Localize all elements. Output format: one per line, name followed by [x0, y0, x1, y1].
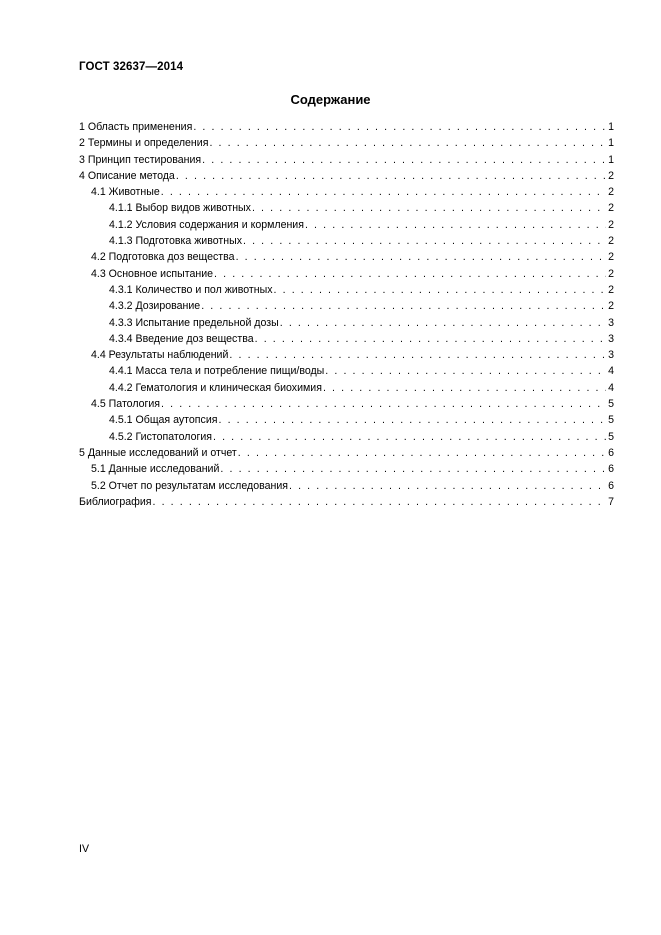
toc-entry-label: 4.4 Результаты наблюдений	[91, 349, 229, 362]
toc-entry-page: 5	[608, 414, 614, 427]
toc-entry[interactable]	[79, 282, 614, 298]
dot-leader	[161, 184, 606, 200]
dot-leader	[274, 282, 607, 298]
toc-entry-label: 5 Данные исследований и отчет	[79, 446, 237, 459]
toc-entry-label: 4.2 Подготовка доз вещества	[91, 251, 235, 264]
toc-entry-page: 2	[608, 169, 614, 182]
toc-entry[interactable]	[79, 217, 614, 233]
toc-entry[interactable]	[79, 249, 614, 265]
dot-leader	[325, 363, 606, 379]
toc-entry-page: 1	[608, 137, 614, 150]
toc-entry-page: 2	[608, 267, 614, 280]
toc-entry-page: 1	[608, 153, 614, 166]
toc-entry[interactable]	[79, 298, 614, 314]
toc-entry-page: 3	[608, 316, 614, 329]
toc-entry-label: 4.3.1 Количество и пол животных	[109, 283, 273, 296]
toc-entry-label: 4.4.1 Масса тела и потребление пищи/воды	[109, 365, 325, 378]
toc-entry-label: 1 Область применения	[79, 121, 193, 133]
toc-entry[interactable]	[79, 119, 614, 135]
toc-entry-label: 4.3.2 Дозирование	[109, 300, 201, 313]
toc-entry-label: 4.1.3 Подготовка животных	[109, 235, 242, 248]
toc-entry-page: 6	[608, 446, 614, 459]
toc-entry-label: 4.3 Основное испытание	[91, 267, 214, 280]
toc-entry[interactable]	[79, 331, 614, 347]
toc-entry-label: 4.1 Животные	[91, 186, 160, 199]
toc-entry[interactable]	[79, 363, 614, 379]
toc-entry[interactable]	[79, 135, 614, 151]
toc-entry[interactable]	[79, 380, 614, 396]
toc-entry[interactable]	[79, 168, 614, 184]
page-number: IV	[79, 843, 90, 855]
toc-entry-page: 3	[608, 332, 614, 345]
toc-entry[interactable]	[79, 152, 614, 168]
dot-leader	[202, 152, 606, 168]
dot-leader	[193, 119, 606, 135]
toc-entry-page: 2	[608, 202, 614, 215]
toc-entry-label: Библиография	[79, 495, 152, 508]
toc-entry[interactable]	[79, 412, 614, 428]
toc-entry-label: 4.4.2 Гематология и клиническая биохимия	[109, 381, 322, 394]
toc-entry[interactable]	[79, 233, 614, 249]
toc-entry-label: 4.5.1 Общая аутопсия	[109, 414, 218, 427]
toc-entry[interactable]	[79, 445, 614, 461]
toc-entry-label: 4.3.4 Введение доз вещества	[109, 332, 254, 345]
toc-entry-page: 4	[608, 381, 614, 394]
toc-entry[interactable]	[79, 429, 614, 445]
dot-leader	[289, 478, 606, 494]
dot-leader	[152, 494, 606, 510]
toc-entry[interactable]	[79, 315, 614, 331]
toc-entry[interactable]	[79, 184, 614, 200]
dot-leader	[220, 461, 606, 477]
dot-leader	[236, 249, 607, 265]
toc-entry-page: 5	[608, 430, 614, 443]
dot-leader	[218, 412, 606, 428]
toc-entry-page: 2	[608, 283, 614, 296]
toc-entry-page: 5	[608, 398, 614, 411]
toc-entry[interactable]	[79, 494, 614, 510]
table-of-contents	[79, 119, 614, 510]
dot-leader	[176, 168, 606, 184]
toc-entry-page: 4	[608, 365, 614, 378]
toc-entry-label: 4.1.1 Выбор видов животных	[109, 202, 251, 215]
toc-entry-label: 4.1.2 Условия содержания и кормления	[109, 218, 304, 231]
toc-entry-page: 2	[608, 300, 614, 313]
dot-leader	[305, 217, 606, 233]
toc-entry-label: 2 Термины и определения	[79, 137, 209, 150]
toc-entry-label: 4.3.3 Испытание предельной дозы	[109, 316, 279, 329]
toc-entry[interactable]	[79, 266, 614, 282]
toc-entry[interactable]	[79, 347, 614, 363]
toc-entry-page: 3	[608, 349, 614, 362]
dot-leader	[280, 315, 606, 331]
toc-entry-page: 2	[608, 251, 614, 264]
dot-leader	[161, 396, 606, 412]
toc-entry-label: 4 Описание метода	[79, 169, 175, 182]
toc-title: Содержание	[290, 92, 371, 107]
toc-entry-label: 5.1 Данные исследований	[91, 463, 220, 476]
toc-entry-label: 4.5 Патология	[91, 398, 161, 411]
standard-code: ГОСТ 32637—2014	[79, 61, 184, 73]
toc-entry-page: 1	[608, 121, 614, 133]
toc-entry-label: 4.5.2 Гистопатология	[109, 430, 212, 443]
dot-leader	[323, 380, 606, 396]
dot-leader	[213, 429, 606, 445]
toc-entry[interactable]	[79, 200, 614, 216]
dot-leader	[214, 266, 606, 282]
toc-entry[interactable]	[79, 396, 614, 412]
toc-entry-label: 5.2 Отчет по результатам исследования	[91, 479, 288, 492]
toc-entry-page: 6	[608, 479, 614, 492]
toc-entry-page: 2	[608, 218, 614, 231]
dot-leader	[252, 200, 606, 216]
toc-entry-page: 2	[608, 186, 614, 199]
toc-entry-page: 2	[608, 235, 614, 248]
dot-leader	[243, 233, 606, 249]
toc-entry[interactable]	[79, 478, 614, 494]
dot-leader	[201, 298, 606, 314]
toc-entry-label: 3 Принцип тестирования	[79, 153, 202, 166]
dot-leader	[209, 135, 606, 151]
dot-leader	[255, 331, 606, 347]
dot-leader	[238, 445, 606, 461]
toc-entry[interactable]	[79, 461, 614, 477]
dot-leader	[229, 347, 606, 363]
toc-entry-page: 7	[608, 495, 614, 508]
toc-entry-page: 6	[608, 463, 614, 476]
